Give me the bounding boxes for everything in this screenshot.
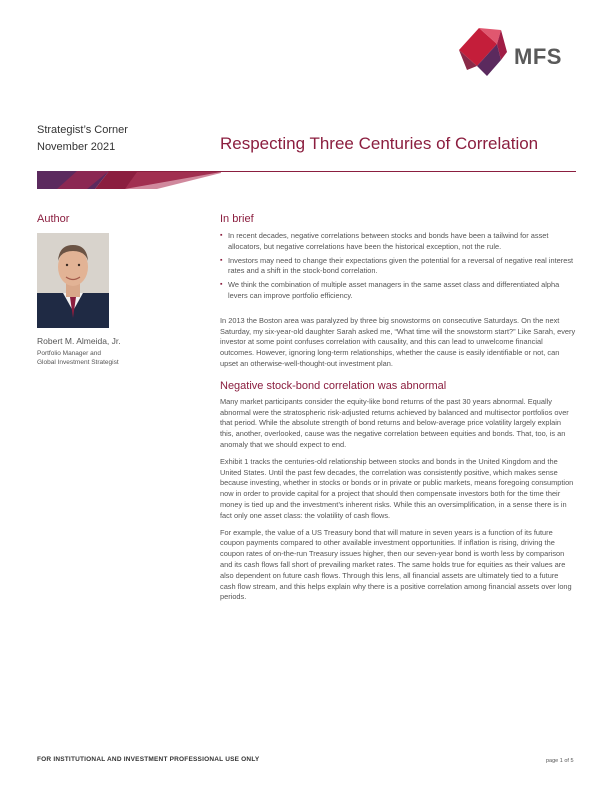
body-paragraph: Many market participants consider the equity-like bond returns of the past 30 years abnormal. Equally abnormal were the stratospheric risk-adjusted returns achieved by balanced and multisector portfolios over that period. While the absolute strength of bond returns and below-average price volatility largely explain this, another, overlooked, cause was the negative correlation between equities and bonds. That, too, is an anomaly that we should expect to end. <box>220 396 569 449</box>
brand-name: MFS <box>514 44 562 69</box>
decorative-banner <box>37 171 221 189</box>
series-label: Strategist’s Corner <box>37 124 128 136</box>
author-role-line: Portfolio Manager and <box>37 350 101 357</box>
main-content <box>220 213 576 609</box>
footer-disclaimer: FOR INSTITUTIONAL AND INVESTMENT PROFESSIONAL USE ONLY <box>37 756 260 763</box>
list-item: ▪ In recent decades, negative correlations between stocks and bonds have been a tailwind for asset allocators, but negative correlations have been the historical exception, not the rule. <box>220 231 576 253</box>
intro-paragraph: In 2013 the Boston area was paralyzed by three big snowstorms on consecutive Saturdays. On the next Saturday, my six-year-old daughter Sarah asked me, “What time will the snowstorm start?” Like Sarah, every investor at some point confuses correlation with causality, and this can lead to unwelcome financial outcomes. However, ignoring long-term relationships, whether the cause is easily identifiable or not, can upset an otherwise-well-thought-out investment plan. <box>220 315 576 368</box>
author-photo <box>37 233 109 328</box>
author-heading: Author <box>37 213 70 225</box>
in-brief-list <box>220 231 576 302</box>
author-name: Robert M. Almeida, Jr. <box>37 336 121 346</box>
author-role-line: Global Investment Strategist <box>37 359 119 366</box>
in-brief-heading: In brief <box>220 213 254 225</box>
page-title: Respecting Three Centuries of Correlation <box>220 134 539 153</box>
page-number: page 1 of 5 <box>546 758 574 764</box>
section-heading: Negative stock-bond correlation was abnormal <box>220 379 447 392</box>
body-paragraph: Exhibit 1 tracks the centuries-old relationship between stocks and bonds in the United Kingdom and the United States. Until the past few decades, the correlation was consistently positive, which makes sense because investing, whether in stocks or bonds or in private or public markets, means foregoing consumption now in order to provide capital for a project that should then compensate investors both for the time their money is tied up and the investment’s inherent risks. While this an oversimplification, in a sense there is in fact only one asset class: the volatility of cash flows. <box>220 456 574 520</box>
list-item: ▪ Investors may need to change their expectations given the potential for a reversal of negative real interest rates and a shift in the stock-bond correlation. <box>220 256 576 278</box>
body-paragraph: For example, the value of a US Treasury bond that will mature in seven years is a function of its future coupon payments compared to other available investment opportunities. If inflation is rising, driving the coupon rates of on-the-run Treasury issues higher, then our seven-year bond is worth less by comparison and its cash flows fall short of prevailing market rates. The same holds true for equities as their values are also dependent on future cash flows. Through this lens, all financial assets are ultimately tied to a future cash flow stream, and this helps explain why there is a positive correlation among financial assets over long periods. <box>220 527 572 602</box>
list-item: ▪ We think the combination of multiple asset managers in the same asset class and differentiated alpha levers can improve portfolio efficiency. <box>220 280 576 302</box>
publication-date: November 2021 <box>37 141 116 153</box>
author-role <box>37 349 157 367</box>
